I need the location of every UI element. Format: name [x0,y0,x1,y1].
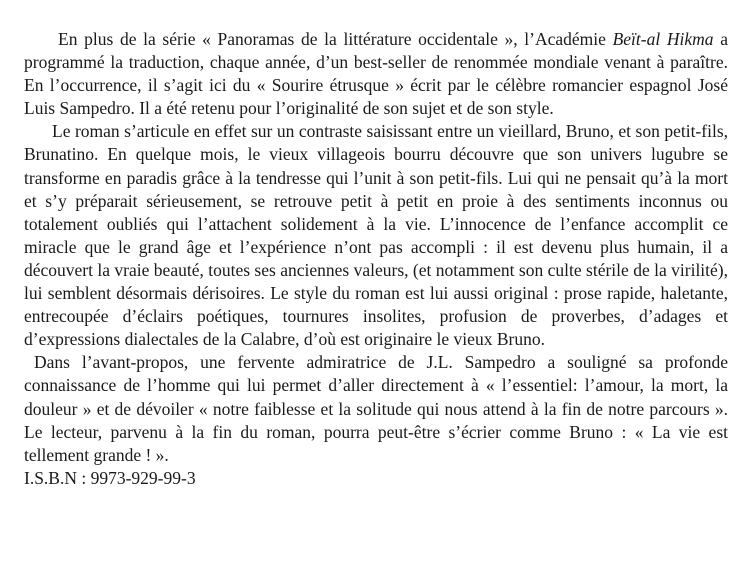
paragraph-foreword: Dans l’avant-propos, une fervente admiratrice de J.L. Sampedro a souligné sa profonde connaissance de l’homme qui lui permet d’aller directement à « l’essentiel: l’amour, la mort, la douleur » et de dévoiler « notre faiblesse et la solitude qui nous attend à la fin de notre parcours ». Le lecteur, parvenu à la fin du roman, pourra peut-être s’écrier comme Bruno : « La vie est tellement grande ! ». [24,352,728,465]
paragraph-intro-rest: a programmé la traduction, chaque année, d’un best-seller de renommée mondiale venant à paraître. En l’occurrence, il s’agit ici du « Sourire étrusque » écrit par le célèbre romancier espagnol José Luis Sampedro. Il a été retenu pour l’originalité de son sujet et de son style. [24,29,728,119]
academy-name: Beït-al Hikma [612,29,714,49]
paragraph-intro [24,28,728,120]
paragraph-summary: Le roman s’articule en effet sur un contraste saisissant entre un vieillard, Bruno, et son petit-fils, Brunatino. En quelque mois, le vieux villageois bourru découvre que son univers lugubre se transforme en paradis grâce à la tendresse qui l’unit à son petit-fils. Lui qui ne pensait qu’à la mort et s’y préparait sérieusement, se retrouve petit à petit en proie à des sentiments inconnus ou totalement oubliés qui l’attachent solidement à la vie. L’innocence de l’enfance accomplit ce miracle que le grand âge et l’expérience n’ont pas accompli : il est devenu plus humain, il a découvert la vraie beauté, toutes ses anciennes valeurs, (et notamment son culte stérile de la virilité), lui semblent désormais dérisoires. Le style du roman est lui aussi original : prose rapide, haletante, entrecoupée d’éclairs poétiques, tournures insolites, profusion de proverbes, d’adages et d’expressions dialectales de la Calabre, d’où est originaire le vieux Bruno. [24,121,728,350]
document-page [24,28,728,490]
isbn-line: I.S.B.N : 9973-929-99-3 [24,467,196,488]
paragraph-intro-start: En plus de la série « Panoramas de la littérature occidentale », l’Académie [58,29,613,49]
